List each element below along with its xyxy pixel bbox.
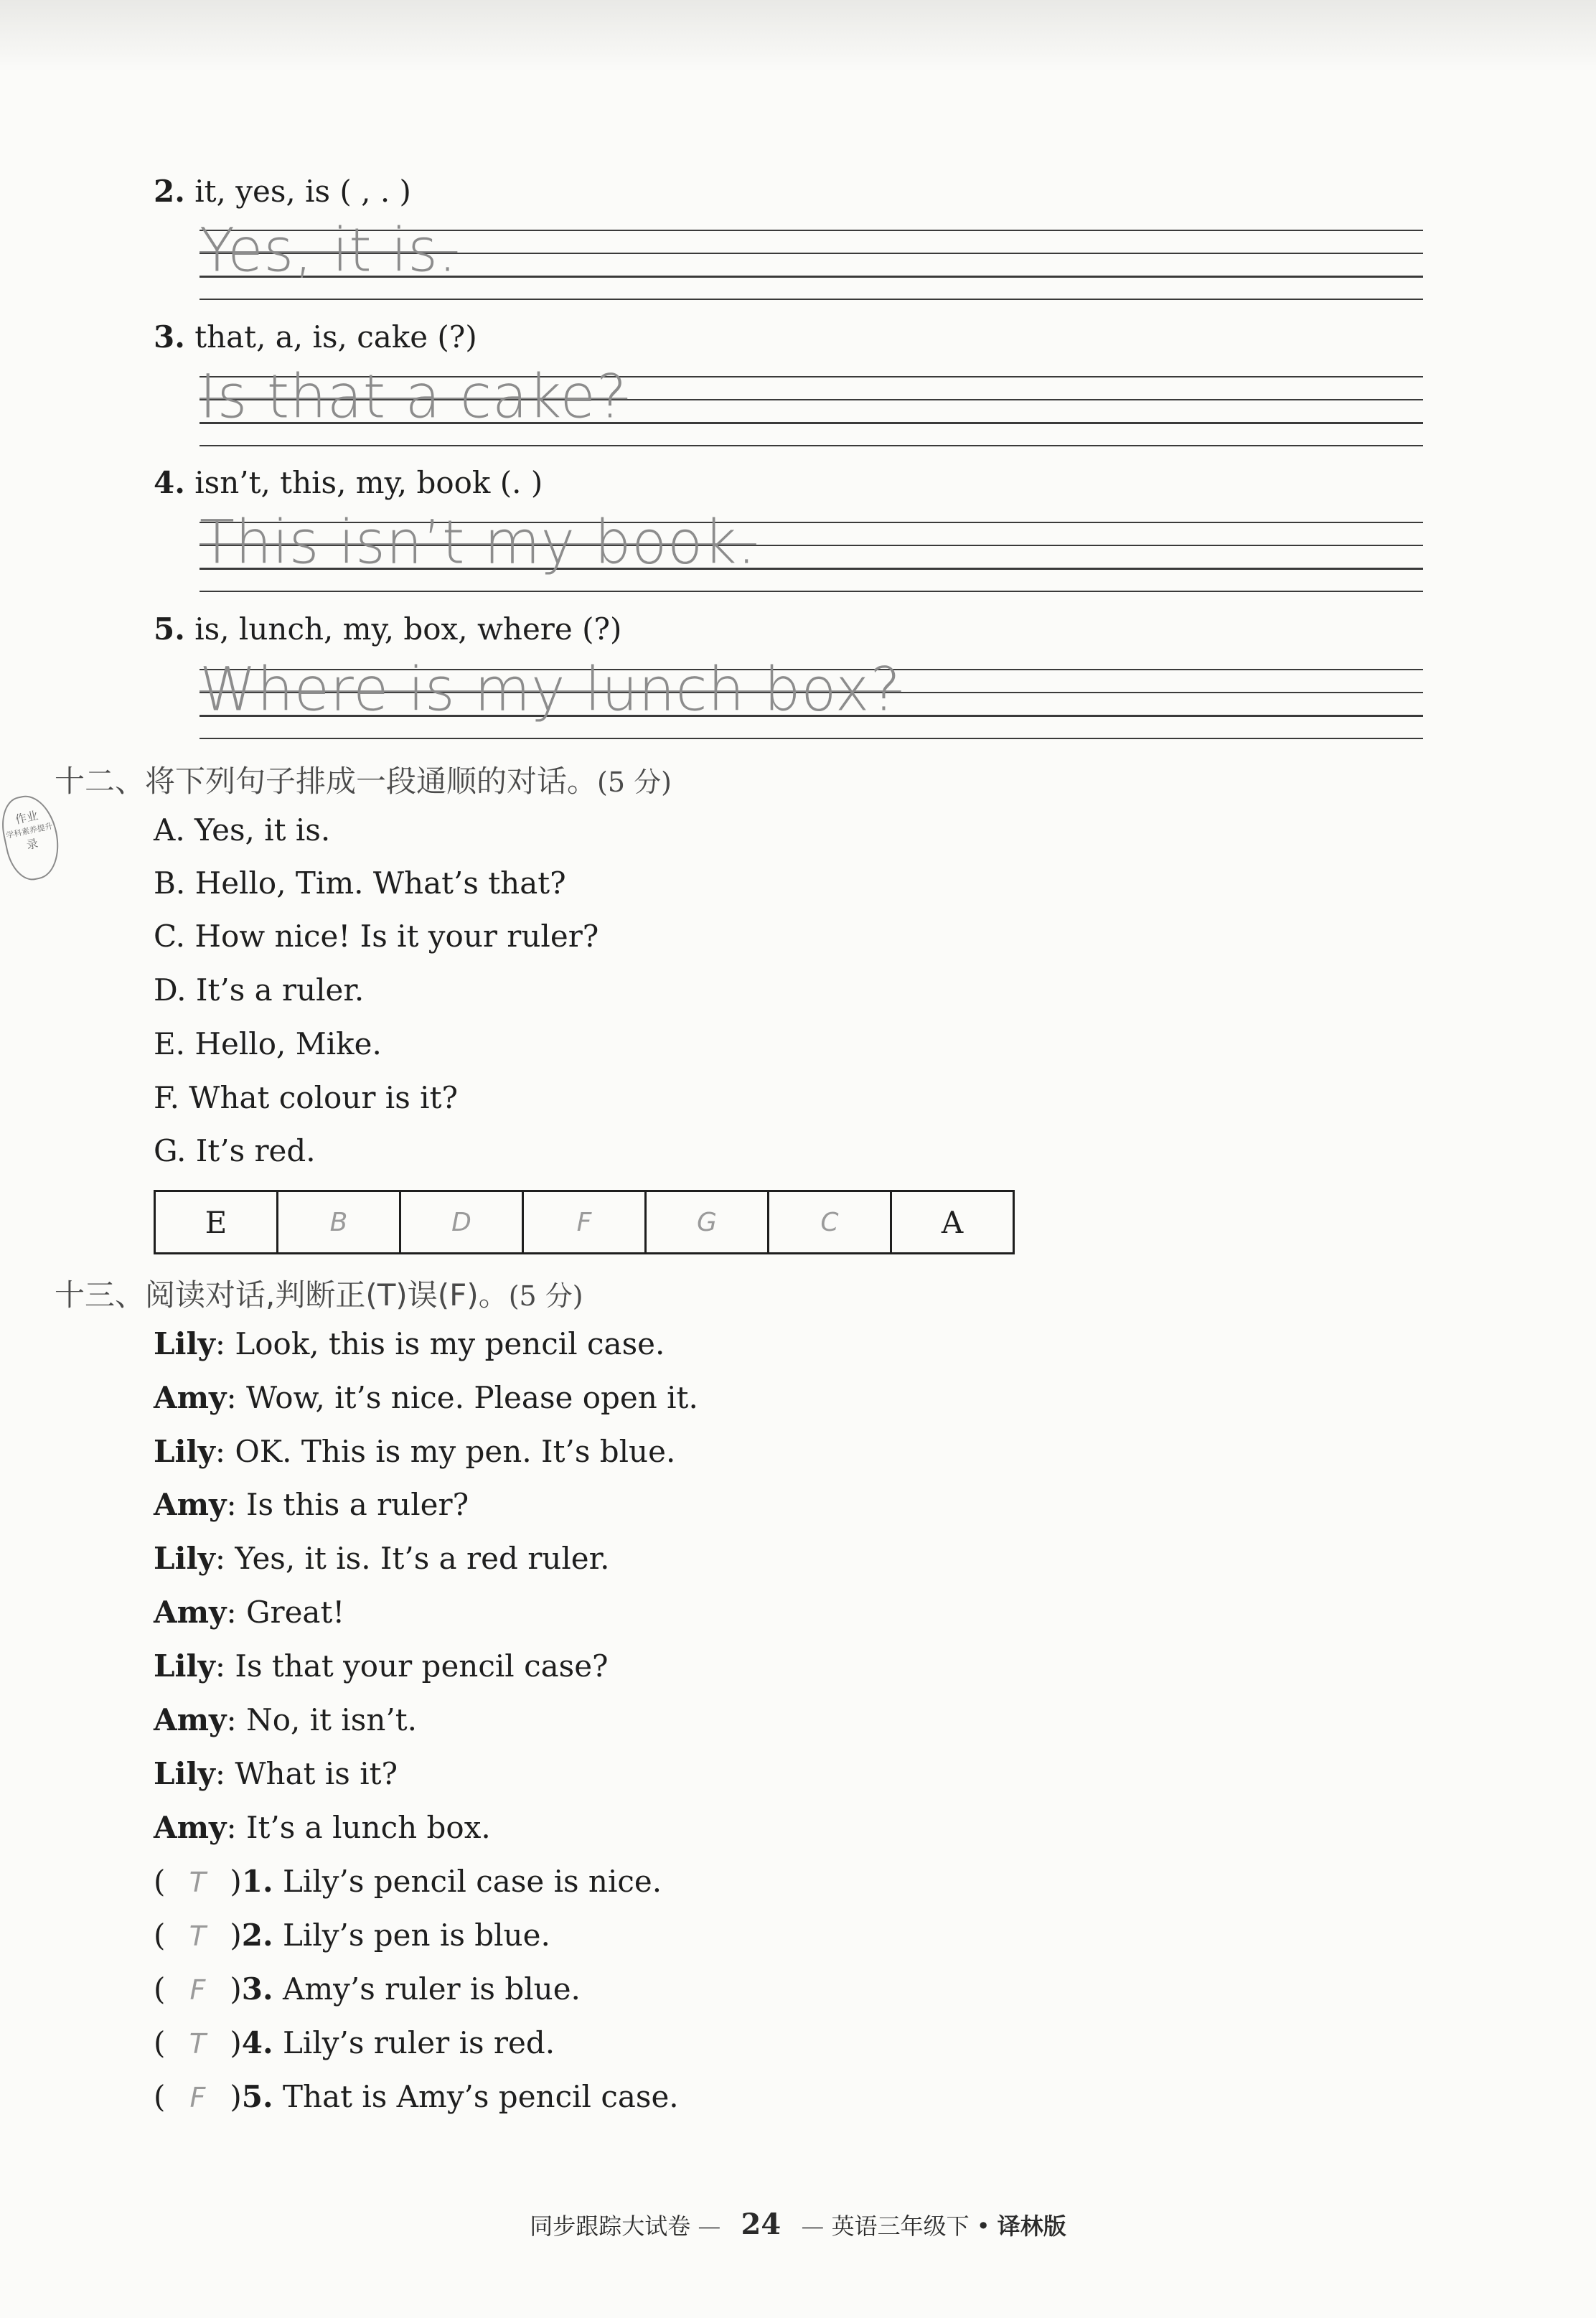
footer-book-title: 同步跟踪大试卷 bbox=[530, 2213, 691, 2240]
tf-statement-3: ( F )3. Amy’s ruler is blue. bbox=[154, 1971, 581, 2007]
dialogue-line-1: Lily: Look, this is my pencil case. bbox=[154, 1326, 665, 1361]
dialogue-text: OK. This is my pen. It’s blue. bbox=[235, 1434, 676, 1469]
dialogue-line-10: Amy: It’s a lunch box. bbox=[154, 1810, 491, 1845]
stamp-middle-text: 学科素养提升 bbox=[5, 821, 54, 840]
section-13-title bbox=[55, 1272, 583, 1315]
page-number: 24 bbox=[741, 2207, 781, 2241]
speaker-name: Amy bbox=[154, 1702, 227, 1737]
statement-text: Lily’s ruler is red. bbox=[283, 2025, 555, 2060]
handwritten-answer-3: Is that a cake? bbox=[200, 361, 628, 432]
question-number: 4. bbox=[154, 465, 185, 500]
option-c: C. How nice! Is it your ruler? bbox=[154, 919, 599, 954]
footer-dash: — bbox=[801, 2213, 825, 2240]
option-b: B. Hello, Tim. What’s that? bbox=[154, 865, 566, 901]
dialogue-text: Is that your pencil case? bbox=[235, 1648, 609, 1684]
question-words: that, a, is, cake (?) bbox=[194, 319, 477, 355]
dialogue-text: Is this a ruler? bbox=[245, 1487, 469, 1522]
order-cell-5[interactable]: G bbox=[646, 1191, 769, 1254]
statement-number: 4. bbox=[241, 2025, 273, 2060]
dialogue-line-5: Lily: Yes, it is. It’s a red ruler. bbox=[154, 1541, 610, 1576]
option-g: G. It’s red. bbox=[154, 1133, 316, 1168]
speaker-name: Lily bbox=[154, 1541, 215, 1576]
dialogue-text: It’s a lunch box. bbox=[245, 1810, 491, 1845]
stamp-top-text: 作业 bbox=[14, 808, 39, 827]
question-3 bbox=[154, 319, 477, 355]
statement-number: 3. bbox=[241, 1971, 273, 2007]
footer-dash: — bbox=[698, 2213, 721, 2240]
statement-text: Lily’s pencil case is nice. bbox=[283, 1864, 662, 1899]
tf-statement-5: ( F )5. That is Amy’s pencil case. bbox=[154, 2079, 679, 2114]
homework-stamp bbox=[0, 791, 65, 885]
question-2 bbox=[154, 174, 411, 209]
speaker-name: Amy bbox=[154, 1487, 227, 1522]
answer-order-table bbox=[154, 1190, 1015, 1254]
stamp-bottom-text: 录 bbox=[25, 836, 39, 853]
dialogue-text: No, it isn’t. bbox=[245, 1702, 417, 1737]
speaker-name: Lily bbox=[154, 1434, 215, 1469]
dialogue-text: What is it? bbox=[235, 1756, 398, 1791]
speaker-name: Amy bbox=[154, 1810, 227, 1845]
handwritten-answer-4: This isn’t my book. bbox=[200, 507, 756, 578]
dialogue-line-2: Amy: Wow, it’s nice. Please open it. bbox=[154, 1380, 698, 1415]
question-4 bbox=[154, 465, 543, 500]
order-cell-2[interactable]: B bbox=[278, 1191, 400, 1254]
statement-text: Amy’s ruler is blue. bbox=[283, 1971, 581, 2007]
dialogue-line-7: Lily: Is that your pencil case? bbox=[154, 1648, 609, 1684]
dialogue-line-6: Amy: Great! bbox=[154, 1595, 345, 1630]
statement-number: 5. bbox=[241, 2079, 273, 2114]
tf-answer[interactable]: T bbox=[189, 2028, 206, 2060]
tf-statement-2: ( T )2. Lily’s pen is blue. bbox=[154, 1918, 550, 1953]
order-cell-4[interactable]: F bbox=[523, 1191, 646, 1254]
dialogue-line-9: Lily: What is it? bbox=[154, 1756, 398, 1791]
dialogue-text: Yes, it is. It’s a red ruler. bbox=[235, 1541, 610, 1576]
section-title-text: 十二、将下列句子排成一段通顺的对话。 bbox=[55, 764, 598, 799]
tf-answer[interactable]: F bbox=[189, 1974, 206, 2006]
question-words: isn’t, this, my, book (. ) bbox=[194, 465, 543, 500]
dialogue-line-4: Amy: Is this a ruler? bbox=[154, 1487, 469, 1522]
handwritten-answer-5: Where is my lunch box? bbox=[200, 654, 901, 725]
question-number: 5. bbox=[154, 611, 185, 647]
section-points: (5 分) bbox=[508, 1280, 583, 1312]
question-5 bbox=[154, 611, 621, 647]
option-a: A. Yes, it is. bbox=[154, 812, 331, 848]
footer-separator: • bbox=[976, 2213, 990, 2240]
dialogue-text: Look, this is my pencil case. bbox=[235, 1326, 665, 1361]
question-number: 3. bbox=[154, 319, 185, 355]
tf-answer[interactable]: F bbox=[189, 2082, 206, 2113]
order-cell-6[interactable]: C bbox=[769, 1191, 891, 1254]
footer-subject: 英语三年级下 bbox=[831, 2213, 970, 2240]
speaker-name: Lily bbox=[154, 1326, 215, 1361]
dialogue-text: Great! bbox=[245, 1595, 345, 1630]
tf-statement-1: ( T )1. Lily’s pencil case is nice. bbox=[154, 1864, 662, 1899]
tf-statement-4: ( T )4. Lily’s ruler is red. bbox=[154, 2025, 555, 2060]
scan-top-shadow bbox=[0, 0, 1596, 72]
statement-number: 2. bbox=[241, 1918, 273, 1953]
question-number: 2. bbox=[154, 174, 185, 209]
order-cell-1: E bbox=[155, 1191, 278, 1254]
section-title-text: 十三、阅读对话,判断正(T)误(F)。 bbox=[55, 1277, 509, 1313]
order-cell-3[interactable]: D bbox=[400, 1191, 523, 1254]
tf-answer[interactable]: T bbox=[189, 1867, 206, 1898]
page-footer bbox=[0, 2207, 1596, 2241]
handwritten-answer-2: Yes, it is. bbox=[200, 215, 458, 286]
option-f: F. What colour is it? bbox=[154, 1080, 458, 1115]
speaker-name: Amy bbox=[154, 1595, 227, 1630]
option-e: E. Hello, Mike. bbox=[154, 1026, 382, 1061]
order-cell-7: A bbox=[891, 1191, 1014, 1254]
speaker-name: Lily bbox=[154, 1648, 215, 1684]
section-12-title bbox=[55, 758, 672, 801]
statement-text: That is Amy’s pencil case. bbox=[283, 2079, 679, 2114]
option-d: D. It’s a ruler. bbox=[154, 972, 365, 1008]
dialogue-text: Wow, it’s nice. Please open it. bbox=[245, 1380, 698, 1415]
dialogue-line-8: Amy: No, it isn’t. bbox=[154, 1702, 417, 1737]
question-words: is, lunch, my, box, where (?) bbox=[194, 611, 622, 647]
speaker-name: Amy bbox=[154, 1380, 227, 1415]
dialogue-line-3: Lily: OK. This is my pen. It’s blue. bbox=[154, 1434, 676, 1469]
section-points: (5 分) bbox=[597, 766, 672, 798]
question-words: it, yes, is ( , . ) bbox=[194, 174, 411, 209]
statement-text: Lily’s pen is blue. bbox=[283, 1918, 550, 1953]
speaker-name: Lily bbox=[154, 1756, 215, 1791]
tf-answer[interactable]: T bbox=[189, 1920, 206, 1952]
footer-edition: 译林版 bbox=[997, 2213, 1066, 2240]
statement-number: 1. bbox=[241, 1864, 273, 1899]
